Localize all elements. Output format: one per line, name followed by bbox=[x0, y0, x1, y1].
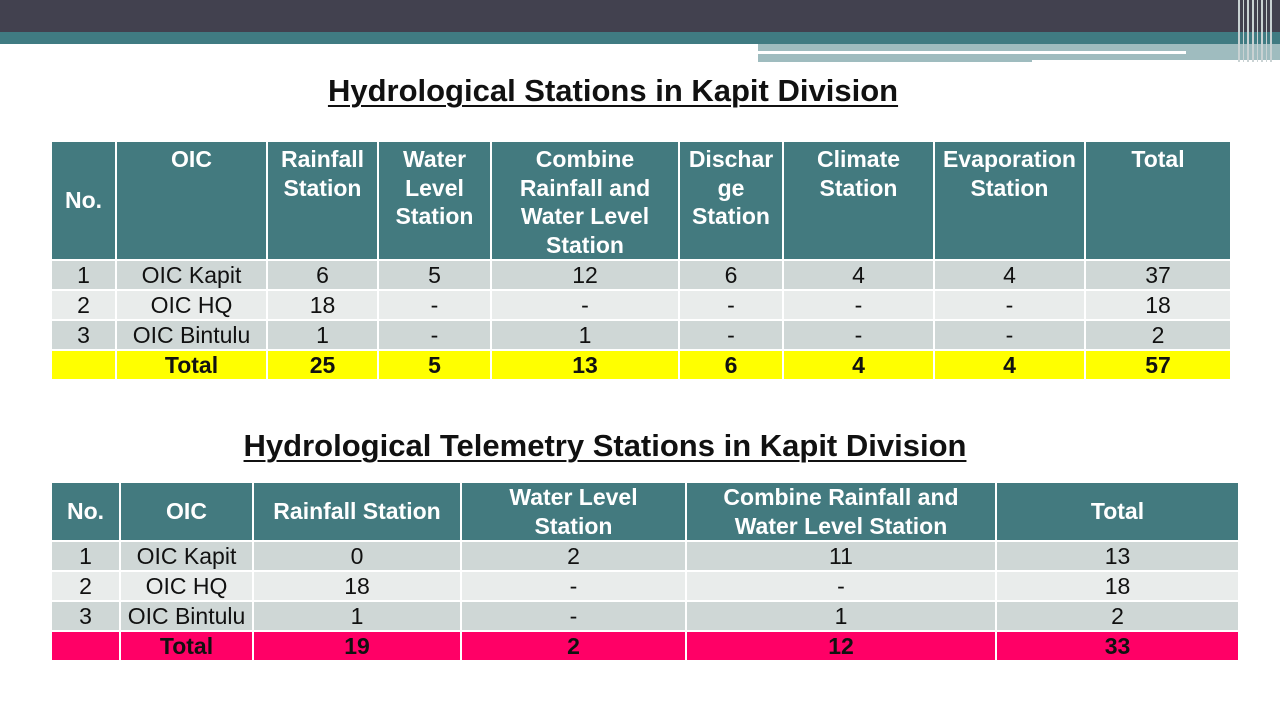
table-cell: 1 bbox=[51, 260, 116, 290]
table-cell: 2 bbox=[51, 290, 116, 320]
table-cell: 4 bbox=[783, 260, 934, 290]
header-cell: Total bbox=[1085, 141, 1231, 260]
table-cell: 11 bbox=[686, 541, 996, 571]
top-banner-dark bbox=[0, 0, 1280, 32]
table-cell: 6 bbox=[679, 260, 783, 290]
table-cell: - bbox=[783, 290, 934, 320]
table-cell: 4 bbox=[934, 260, 1085, 290]
table-cell: 2 bbox=[461, 631, 686, 661]
table-cell: - bbox=[934, 290, 1085, 320]
table-cell: 12 bbox=[491, 260, 679, 290]
table-cell: OIC Bintulu bbox=[120, 601, 253, 631]
table-cell: - bbox=[686, 571, 996, 601]
table-cell: 6 bbox=[267, 260, 378, 290]
header-cell: Water Level Station bbox=[461, 482, 686, 541]
header-cell: No. bbox=[51, 482, 120, 541]
table-cell: 5 bbox=[378, 260, 491, 290]
table-cell: 19 bbox=[253, 631, 461, 661]
table-cell: 12 bbox=[686, 631, 996, 661]
table-cell: - bbox=[461, 571, 686, 601]
table-cell: OIC Kapit bbox=[116, 260, 267, 290]
table-cell: 3 bbox=[51, 601, 120, 631]
header-cell: Evaporation Station bbox=[934, 141, 1085, 260]
table-cell: 1 bbox=[51, 541, 120, 571]
header-cell: OIC bbox=[116, 141, 267, 260]
table-cell: 33 bbox=[996, 631, 1239, 661]
table-cell: 2 bbox=[996, 601, 1239, 631]
header-cell: No. bbox=[51, 141, 116, 260]
table-cell: 18 bbox=[253, 571, 461, 601]
table-cell: 2 bbox=[461, 541, 686, 571]
total-row bbox=[51, 631, 1239, 661]
table-cell: 13 bbox=[996, 541, 1239, 571]
table-row bbox=[51, 571, 1239, 601]
title-hydrological-stations: Hydrological Stations in Kapit Division bbox=[327, 73, 899, 108]
table-cell: 13 bbox=[491, 350, 679, 380]
hydrological-stations-table bbox=[50, 140, 1232, 381]
table-row bbox=[51, 320, 1231, 350]
table-cell: 5 bbox=[378, 350, 491, 380]
table-cell: 1 bbox=[686, 601, 996, 631]
table-cell: - bbox=[934, 320, 1085, 350]
table-header-row bbox=[51, 141, 1231, 260]
table-cell: 57 bbox=[1085, 350, 1231, 380]
header-cell: Combine Rainfall and Water Level Station bbox=[686, 482, 996, 541]
total-row bbox=[51, 350, 1231, 380]
header-cell: Rainfall Station bbox=[253, 482, 461, 541]
table-cell: - bbox=[461, 601, 686, 631]
table-row bbox=[51, 290, 1231, 320]
header-cell: Rainfall Station bbox=[267, 141, 378, 260]
table-row bbox=[51, 541, 1239, 571]
header-cell: Climate Station bbox=[783, 141, 934, 260]
header-cell: Combine Rainfall and Water Level Station bbox=[491, 141, 679, 260]
table-cell: 4 bbox=[934, 350, 1085, 380]
header-cell: Total bbox=[996, 482, 1239, 541]
table-cell: OIC HQ bbox=[116, 290, 267, 320]
table-cell: 18 bbox=[1085, 290, 1231, 320]
table-cell: 1 bbox=[491, 320, 679, 350]
table-cell: 37 bbox=[1085, 260, 1231, 290]
table-cell: 4 bbox=[783, 350, 934, 380]
header-cell: Dischar ge Station bbox=[679, 141, 783, 260]
table-cell: 0 bbox=[253, 541, 461, 571]
banner-vertical-stripes bbox=[1238, 0, 1272, 62]
title-telemetry-stations: Hydrological Telemetry Stations in Kapit Division bbox=[243, 428, 967, 463]
table-row bbox=[51, 260, 1231, 290]
table-cell bbox=[51, 631, 120, 661]
header-cell: OIC bbox=[120, 482, 253, 541]
table-cell: - bbox=[378, 320, 491, 350]
table-cell: OIC Bintulu bbox=[116, 320, 267, 350]
table-cell: 18 bbox=[267, 290, 378, 320]
table-cell: 2 bbox=[51, 571, 120, 601]
table-cell bbox=[51, 350, 116, 380]
table-cell: OIC HQ bbox=[120, 571, 253, 601]
table-cell: 25 bbox=[267, 350, 378, 380]
table-cell: - bbox=[783, 320, 934, 350]
table-cell: OIC Kapit bbox=[120, 541, 253, 571]
table-row bbox=[51, 601, 1239, 631]
table-cell: 2 bbox=[1085, 320, 1231, 350]
table-cell: - bbox=[679, 290, 783, 320]
table-cell: 1 bbox=[253, 601, 461, 631]
header-cell: Water Level Station bbox=[378, 141, 491, 260]
table-cell: - bbox=[679, 320, 783, 350]
table-cell: 6 bbox=[679, 350, 783, 380]
total-label: Total bbox=[120, 631, 253, 661]
table-cell: 18 bbox=[996, 571, 1239, 601]
top-banner-teal bbox=[0, 32, 1280, 44]
total-label: Total bbox=[116, 350, 267, 380]
table-cell: 1 bbox=[267, 320, 378, 350]
table-header-row bbox=[51, 482, 1239, 541]
telemetry-stations-table bbox=[50, 481, 1240, 662]
table-cell: 3 bbox=[51, 320, 116, 350]
banner-accent-line bbox=[758, 51, 1186, 54]
table-cell: - bbox=[378, 290, 491, 320]
table-cell: - bbox=[491, 290, 679, 320]
